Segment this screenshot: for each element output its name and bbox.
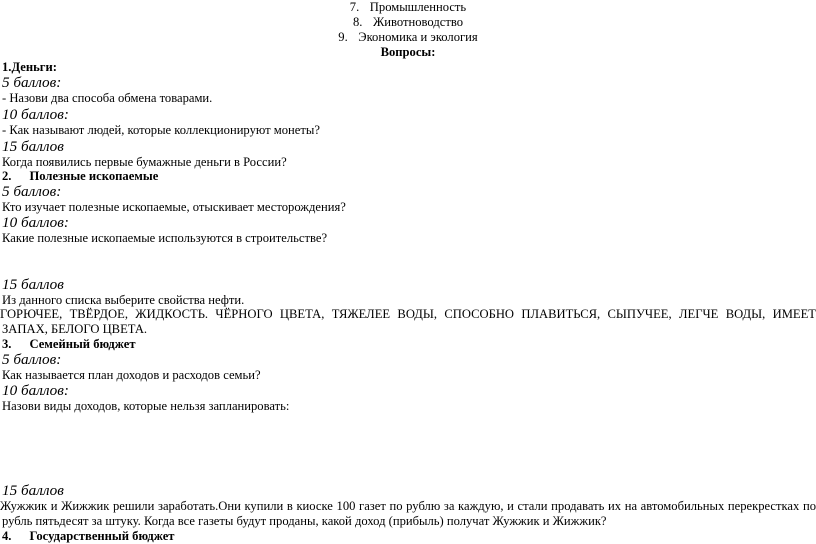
list-number: 7. xyxy=(349,0,360,14)
section-number: 3. xyxy=(2,337,12,351)
question-text: рубль пятьдесят за штуку. Когда все газеты будут проданы, какой доход (прибыль) получат Жужжик и Жижжик? xyxy=(2,514,607,528)
section-title: Полезные ископаемые xyxy=(29,169,159,183)
section-title: Государственный бюджет xyxy=(29,529,175,543)
list-text: Экономика и экология xyxy=(358,30,478,44)
points-label: 5 баллов: xyxy=(2,351,62,368)
questions-heading: Вопросы: xyxy=(380,45,436,59)
section-minerals-title xyxy=(2,169,158,184)
question-text: - Как называют людей, которые коллекционируют монеты? xyxy=(2,123,320,137)
question-text: - Назови два способа обмена товарами. xyxy=(2,91,213,105)
question-text: Какие полезные ископаемые используются в строительстве? xyxy=(2,231,328,245)
points-label: 5 баллов: xyxy=(2,74,62,91)
question-text: Назови виды доходов, которые нельзя запланировать: xyxy=(2,399,290,413)
section-number: 4. xyxy=(2,529,12,543)
points-label: 15 баллов xyxy=(2,276,64,293)
question-text: Когда появились первые бумажные деньги в России? xyxy=(2,155,287,169)
section-title: Семейный бюджет xyxy=(29,337,136,351)
list-text: Животноводство xyxy=(372,15,463,29)
points-label: 5 баллов: xyxy=(2,183,62,200)
answer-options-line: ГОРЮЧЕЕ, ТВЁРДОЕ, ЖИДКОСТЬ. ЧЁРНОГО ЦВЕТА, ТЯЖЕЛЕЕ ВОДЫ, СПОСОБНО ПЛАВИТЬСЯ, СЫПУЧЕЕ, ЛЕГЧЕ ВОДЫ, ИМЕЕТ xyxy=(0,307,816,321)
answer-options-line: ЗАПАХ, БЕЛОГО ЦВЕТА. xyxy=(2,322,148,336)
question-text: Жужжик и Жижжик решили заработать.Они купили в киоске 100 газет по рублю за каждую, и стали продавать их на автомобильных перекрестках по xyxy=(0,499,816,513)
points-label: 10 баллов: xyxy=(2,382,69,399)
points-label: 15 баллов xyxy=(2,138,64,155)
question-text: Из данного списка выберите свойства нефти. xyxy=(2,293,245,307)
section-family-budget-title xyxy=(2,337,136,352)
points-label: 10 баллов: xyxy=(2,106,69,123)
list-text: Промышленность xyxy=(369,0,467,14)
topic-list-item-8 xyxy=(0,15,816,30)
list-number: 9. xyxy=(338,30,348,44)
section-money-title: 1.Деньги: xyxy=(2,60,57,74)
question-text: Кто изучает полезные ископаемые, отыскивает месторождения? xyxy=(2,200,346,214)
topic-list-item-7 xyxy=(0,0,816,15)
points-label: 15 баллов xyxy=(2,482,64,499)
list-number: 8. xyxy=(352,15,363,29)
section-number: 2. xyxy=(2,169,12,183)
topic-list-item-9 xyxy=(0,30,816,45)
question-text: Как называется план доходов и расходов семьи? xyxy=(2,368,261,382)
points-label: 10 баллов: xyxy=(2,214,69,231)
